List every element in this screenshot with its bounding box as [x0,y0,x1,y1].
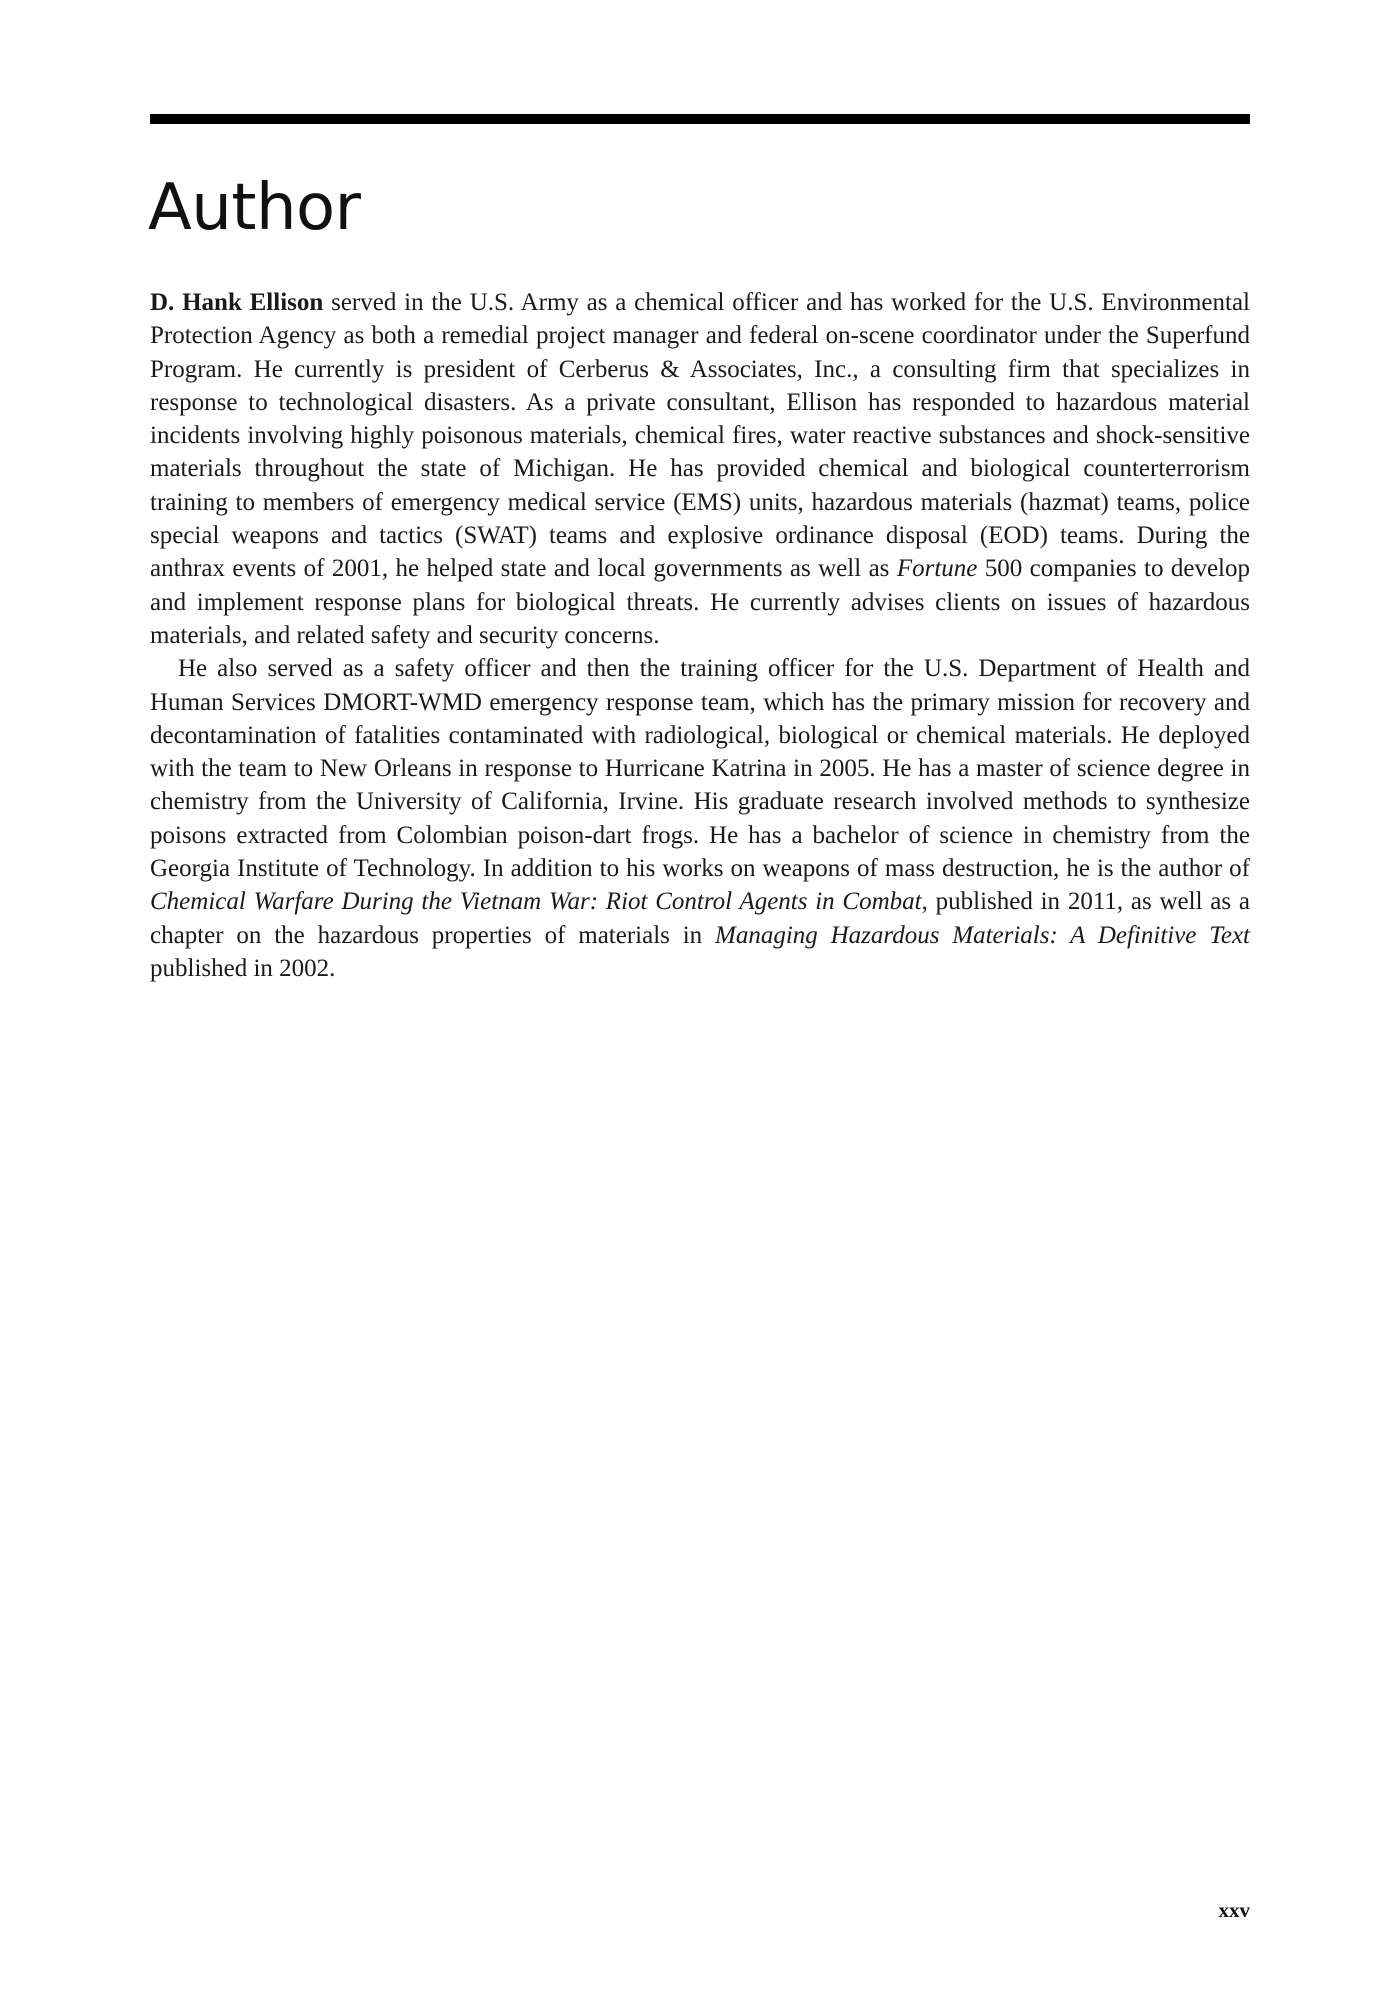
bio-paragraph-1-text-a: served in the U.S. Army as a chemical officer and has worked for the U.S. Environmental Protection Agency as both a remedial project manager and federal on-scene coordinator under the Superfund Program. He currently is president of Cerberus & Associates, Inc., a consulting firm that specializes in response to technological disasters. As a private consultant, Ellison has responded to hazardous material incidents involving highly poisonous materials, chemical fires, water reactive substances and shock-sensitive materials throughout the state of Michigan. He has provided chemical and biological counterterrorism training to members of emergency medical service (EMS) units, hazardous materials (hazmat) teams, police special weapons and tactics (SWAT) teams and explosive ordinance disposal (EOD) teams. During the anthrax events of 2001, he helped state and local governments as well as [150,289,1250,583]
author-bio [150,286,1250,985]
bio-paragraph-2-text-a: He also served as a safety officer and then the training officer for the U.S. Department of Health and Human Services DMORT-WMD emergency response team, which has the primary mission for recovery and decontamination of fatalities contaminated with radiological, biological or chemical materials. He deployed with the team to New Orleans in response to Hurricane Katrina in 2005. He has a master of science degree in chemistry from the University of California, Irvine. His graduate research involved methods to synthesize poisons extracted from Colombian poison-dart frogs. He has a bachelor of science in chemistry from the Georgia Institute of Technology. In addition to his works on weapons of mass destruction, he is the author of [150,655,1250,883]
book-title-managing-hazardous-materials: Managing Hazardous Materials: A Definitive Text [715,921,1250,949]
bio-paragraph-2-text-b: , published in 2011, as well as a chapter on the hazardous properties of materials in [150,888,1250,949]
book-title-chemical-warfare: Chemical Warfare During the Vietnam War: Riot Control Agents in Combat [150,888,922,916]
bio-paragraph-2 [150,652,1250,985]
page-number: xxv [1218,1898,1250,1922]
top-rule [150,114,1250,124]
bio-paragraph-1-text-b: 500 companies to develop and implement response plans for biological threats. He currently advises clients on issues of hazardous materials, and related safety and security concerns. [150,555,1250,649]
bio-paragraph-1 [150,286,1250,652]
page-content [150,114,1250,985]
chapter-title: Author [148,171,361,245]
publication-title-fortune: Fortune [896,555,978,583]
bio-paragraph-2-text-c: published in 2002. [150,954,336,982]
author-name: D. Hank Ellison [150,289,324,316]
